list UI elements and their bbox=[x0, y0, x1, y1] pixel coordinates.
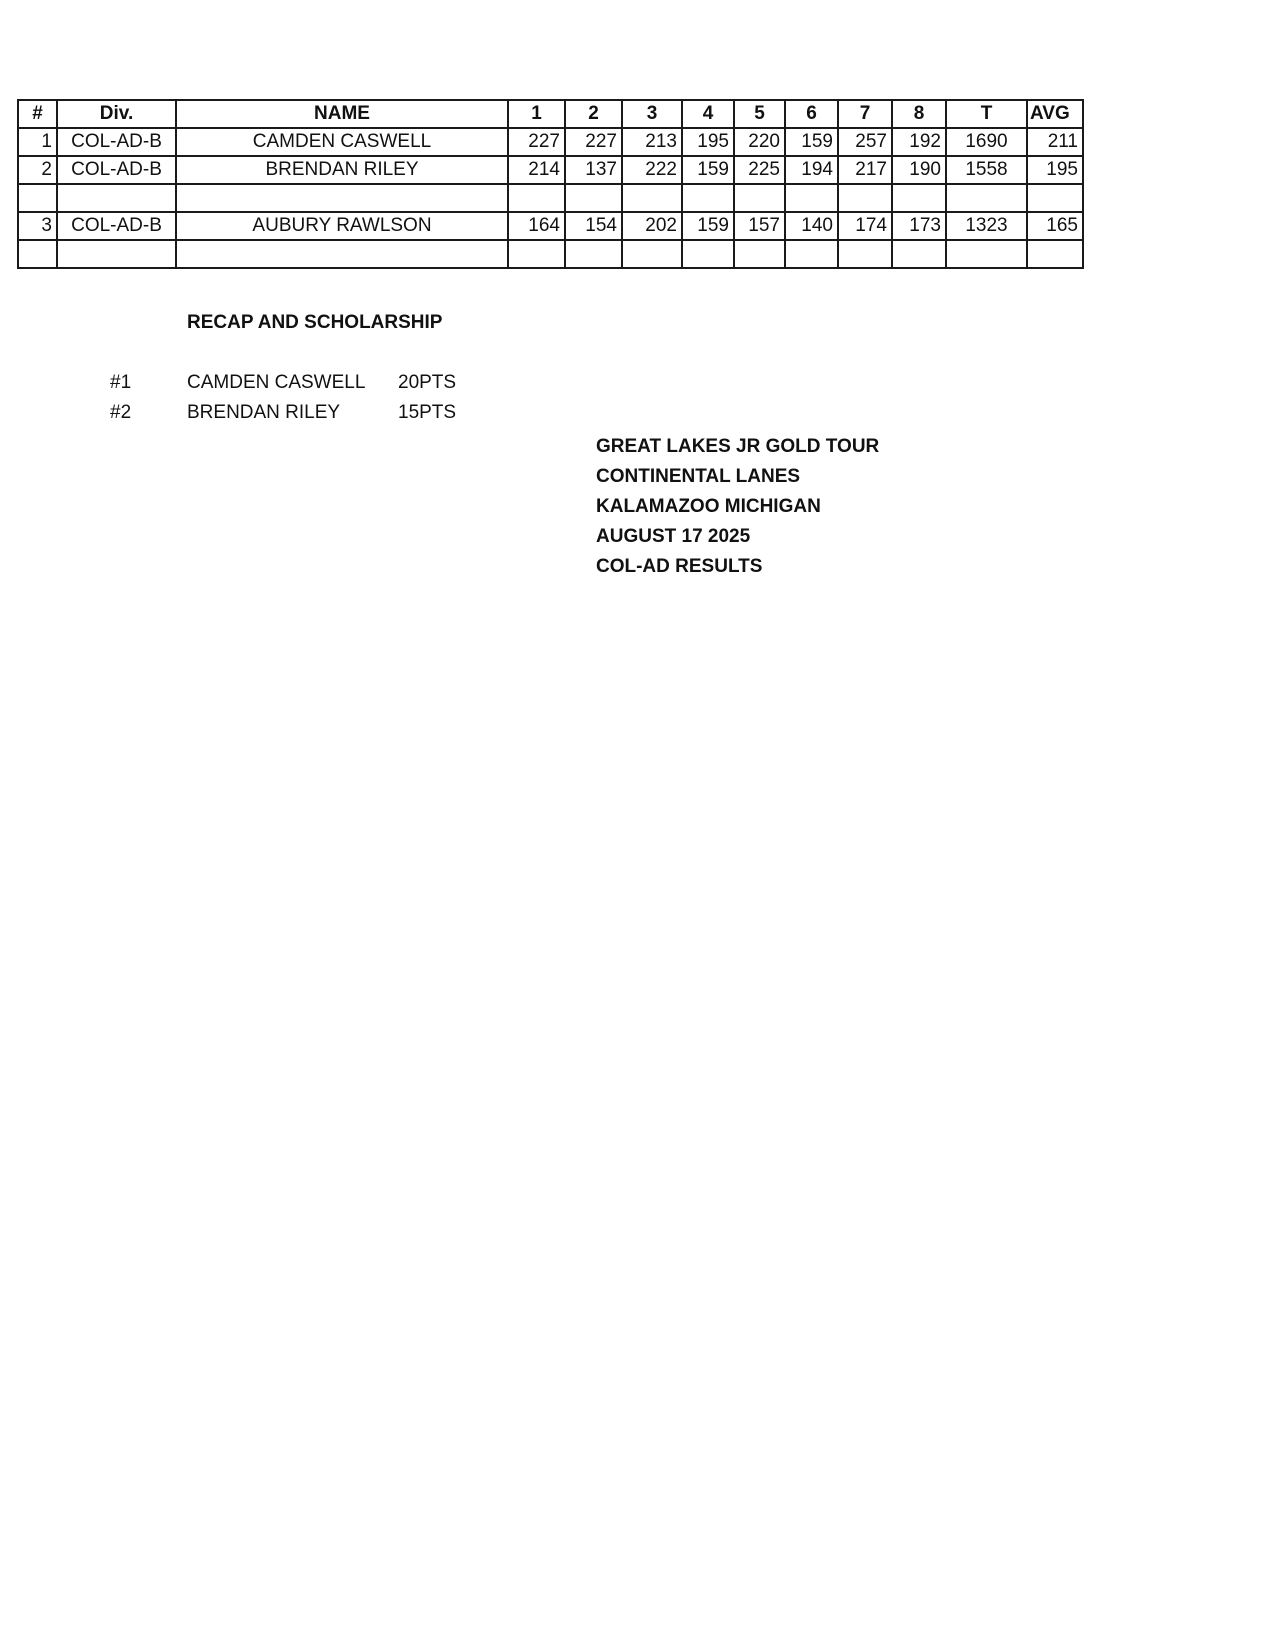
cell-total: 1558 bbox=[946, 156, 1027, 184]
table-row-empty bbox=[18, 240, 1083, 268]
event-date: AUGUST 17 2025 bbox=[596, 526, 751, 547]
header-division: Div. bbox=[57, 100, 176, 128]
cell-average: 165 bbox=[1027, 212, 1083, 240]
table-row bbox=[18, 156, 1083, 184]
cell-empty bbox=[785, 184, 838, 212]
cell-total: 1323 bbox=[946, 212, 1027, 240]
cell-total: 1690 bbox=[946, 128, 1027, 156]
cell-name: BRENDAN RILEY bbox=[176, 156, 508, 184]
cell-game-7: 217 bbox=[838, 156, 892, 184]
cell-game-2: 154 bbox=[565, 212, 622, 240]
cell-game-7: 257 bbox=[838, 128, 892, 156]
cell-empty bbox=[838, 184, 892, 212]
table-row-empty bbox=[18, 184, 1083, 212]
cell-empty bbox=[682, 184, 734, 212]
cell-empty bbox=[946, 240, 1027, 268]
header-total: T bbox=[946, 100, 1027, 128]
results-table bbox=[17, 99, 1084, 269]
cell-name: CAMDEN CASWELL bbox=[176, 128, 508, 156]
cell-game-4: 195 bbox=[682, 128, 734, 156]
cell-empty bbox=[57, 184, 176, 212]
table-header-row bbox=[18, 100, 1083, 128]
cell-game-3: 213 bbox=[622, 128, 682, 156]
cell-rank: 3 bbox=[18, 212, 57, 240]
recap-title: RECAP AND SCHOLARSHIP bbox=[187, 312, 443, 333]
cell-division: COL-AD-B bbox=[57, 156, 176, 184]
cell-game-6: 194 bbox=[785, 156, 838, 184]
cell-game-1: 164 bbox=[508, 212, 565, 240]
cell-game-5: 225 bbox=[734, 156, 785, 184]
cell-rank: 2 bbox=[18, 156, 57, 184]
cell-game-1: 227 bbox=[508, 128, 565, 156]
header-game-4: 4 bbox=[682, 100, 734, 128]
cell-division: COL-AD-B bbox=[57, 212, 176, 240]
cell-game-8: 192 bbox=[892, 128, 946, 156]
recap-name: CAMDEN CASWELL bbox=[187, 372, 366, 393]
cell-empty bbox=[176, 240, 508, 268]
cell-game-3: 202 bbox=[622, 212, 682, 240]
event-venue: CONTINENTAL LANES bbox=[596, 466, 801, 487]
table-row bbox=[18, 128, 1083, 156]
cell-game-2: 137 bbox=[565, 156, 622, 184]
header-game-6: 6 bbox=[785, 100, 838, 128]
cell-empty bbox=[1027, 240, 1083, 268]
cell-game-2: 227 bbox=[565, 128, 622, 156]
cell-game-1: 214 bbox=[508, 156, 565, 184]
cell-game-6: 159 bbox=[785, 128, 838, 156]
cell-empty bbox=[892, 184, 946, 212]
recap-points: 15PTS bbox=[398, 402, 457, 423]
cell-name: AUBURY RAWLSON bbox=[176, 212, 508, 240]
cell-empty bbox=[565, 240, 622, 268]
cell-empty bbox=[508, 240, 565, 268]
cell-game-8: 190 bbox=[892, 156, 946, 184]
cell-empty bbox=[892, 240, 946, 268]
recap-name: BRENDAN RILEY bbox=[187, 402, 341, 423]
cell-empty bbox=[734, 240, 785, 268]
cell-empty bbox=[682, 240, 734, 268]
cell-game-8: 173 bbox=[892, 212, 946, 240]
cell-empty bbox=[565, 184, 622, 212]
cell-empty bbox=[622, 240, 682, 268]
cell-game-5: 220 bbox=[734, 128, 785, 156]
recap-rank: #2 bbox=[110, 402, 132, 423]
cell-empty bbox=[18, 184, 57, 212]
cell-empty bbox=[1027, 184, 1083, 212]
header-game-8: 8 bbox=[892, 100, 946, 128]
cell-rank: 1 bbox=[18, 128, 57, 156]
cell-division: COL-AD-B bbox=[57, 128, 176, 156]
recap-rank: #1 bbox=[110, 372, 132, 393]
header-game-1: 1 bbox=[508, 100, 565, 128]
cell-empty bbox=[785, 240, 838, 268]
cell-game-5: 157 bbox=[734, 212, 785, 240]
cell-average: 195 bbox=[1027, 156, 1083, 184]
cell-empty bbox=[946, 184, 1027, 212]
cell-game-7: 174 bbox=[838, 212, 892, 240]
table-row bbox=[18, 212, 1083, 240]
cell-empty bbox=[622, 184, 682, 212]
header-rank: # bbox=[18, 100, 57, 128]
header-game-5: 5 bbox=[734, 100, 785, 128]
cell-game-4: 159 bbox=[682, 212, 734, 240]
header-average: AVG bbox=[1027, 100, 1083, 128]
cell-empty bbox=[176, 184, 508, 212]
event-results-label: COL-AD RESULTS bbox=[596, 556, 763, 577]
cell-empty bbox=[18, 240, 57, 268]
cell-game-6: 140 bbox=[785, 212, 838, 240]
event-location: KALAMAZOO MICHIGAN bbox=[596, 496, 821, 517]
cell-game-3: 222 bbox=[622, 156, 682, 184]
event-tour: GREAT LAKES JR GOLD TOUR bbox=[596, 436, 880, 457]
cell-game-4: 159 bbox=[682, 156, 734, 184]
cell-empty bbox=[838, 240, 892, 268]
header-name: NAME bbox=[176, 100, 508, 128]
header-game-2: 2 bbox=[565, 100, 622, 128]
recap-points: 20PTS bbox=[398, 372, 457, 393]
cell-average: 211 bbox=[1027, 128, 1083, 156]
cell-empty bbox=[508, 184, 565, 212]
cell-empty bbox=[57, 240, 176, 268]
event-info-block bbox=[596, 432, 879, 582]
header-game-7: 7 bbox=[838, 100, 892, 128]
cell-empty bbox=[734, 184, 785, 212]
header-game-3: 3 bbox=[622, 100, 682, 128]
